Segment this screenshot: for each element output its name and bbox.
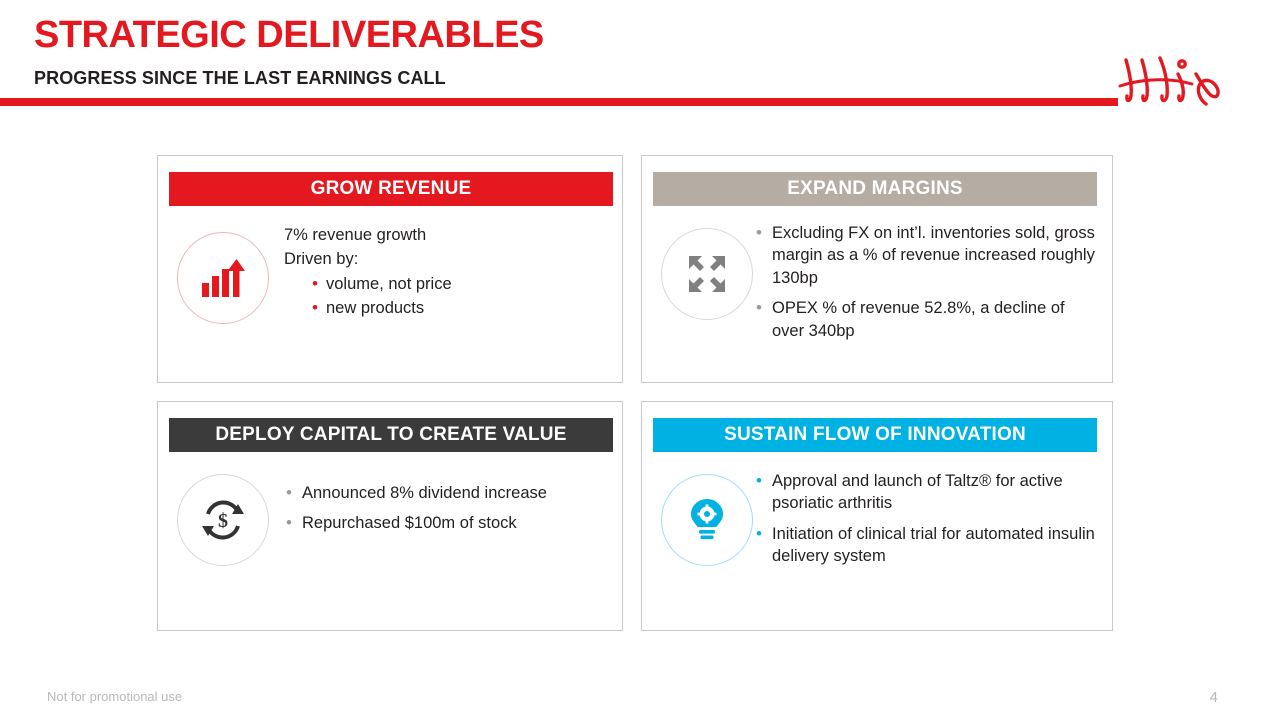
deploy-capital-bullets — [284, 482, 608, 535]
list-item: • new products — [310, 297, 608, 319]
dollar-refresh-icon — [177, 474, 269, 566]
sustain-innovation-bullets — [754, 470, 1098, 568]
bar-chart-growth-icon — [177, 232, 269, 324]
list-item: • Repurchased $100m of stock — [284, 512, 608, 534]
deliverables-grid — [157, 155, 1113, 631]
expand-arrows-icon — [661, 228, 753, 320]
page-number: 4 — [1209, 689, 1218, 706]
list-item: • Initiation of clinical trial for automated insulin delivery system — [754, 523, 1098, 568]
grow-revenue-line-1: 7% revenue growth — [284, 226, 427, 244]
card-heading-expand-margins: EXPAND MARGINS — [653, 172, 1097, 206]
card-body-grow-revenue — [284, 224, 608, 322]
card-body-expand-margins — [754, 222, 1098, 350]
card-sustain-innovation — [641, 401, 1113, 631]
header-divider — [0, 98, 1118, 106]
grow-revenue-line-2: Driven by: — [284, 250, 359, 269]
card-heading-sustain-innovation: SUSTAIN FLOW OF INNOVATION — [653, 418, 1097, 452]
footer-note: Not for promotional use — [47, 689, 183, 704]
page-subtitle: PROGRESS SINCE THE LAST EARNINGS CALL — [34, 68, 446, 88]
card-expand-margins — [641, 155, 1113, 383]
page-title: STRATEGIC DELIVERABLES — [34, 14, 544, 56]
grow-revenue-bullets — [284, 273, 608, 320]
card-heading-grow-revenue: GROW REVENUE — [169, 172, 613, 206]
slide-header — [0, 0, 1280, 112]
card-deploy-capital — [157, 401, 623, 631]
list-item: • OPEX % of revenue 52.8%, a decline of over 340bp — [754, 297, 1098, 342]
list-item: • Excluding FX on int’l. inventories sold, gross margin as a % of revenue increased roughly 130bp — [754, 222, 1098, 289]
card-grow-revenue — [157, 155, 623, 383]
card-body-sustain-innovation — [754, 470, 1098, 576]
lilly-logo — [1116, 52, 1246, 108]
list-item: • Approval and launch of Taltz® for active psoriatic arthritis — [754, 470, 1098, 515]
card-body-deploy-capital — [284, 482, 608, 543]
svg-text:$: $ — [218, 510, 228, 532]
lightbulb-gear-icon — [661, 474, 753, 566]
card-heading-deploy-capital: DEPLOY CAPITAL TO CREATE VALUE — [169, 418, 613, 452]
list-item: • volume, not price — [310, 273, 608, 295]
expand-margins-bullets — [754, 222, 1098, 342]
list-item: • Announced 8% dividend increase — [284, 482, 608, 504]
